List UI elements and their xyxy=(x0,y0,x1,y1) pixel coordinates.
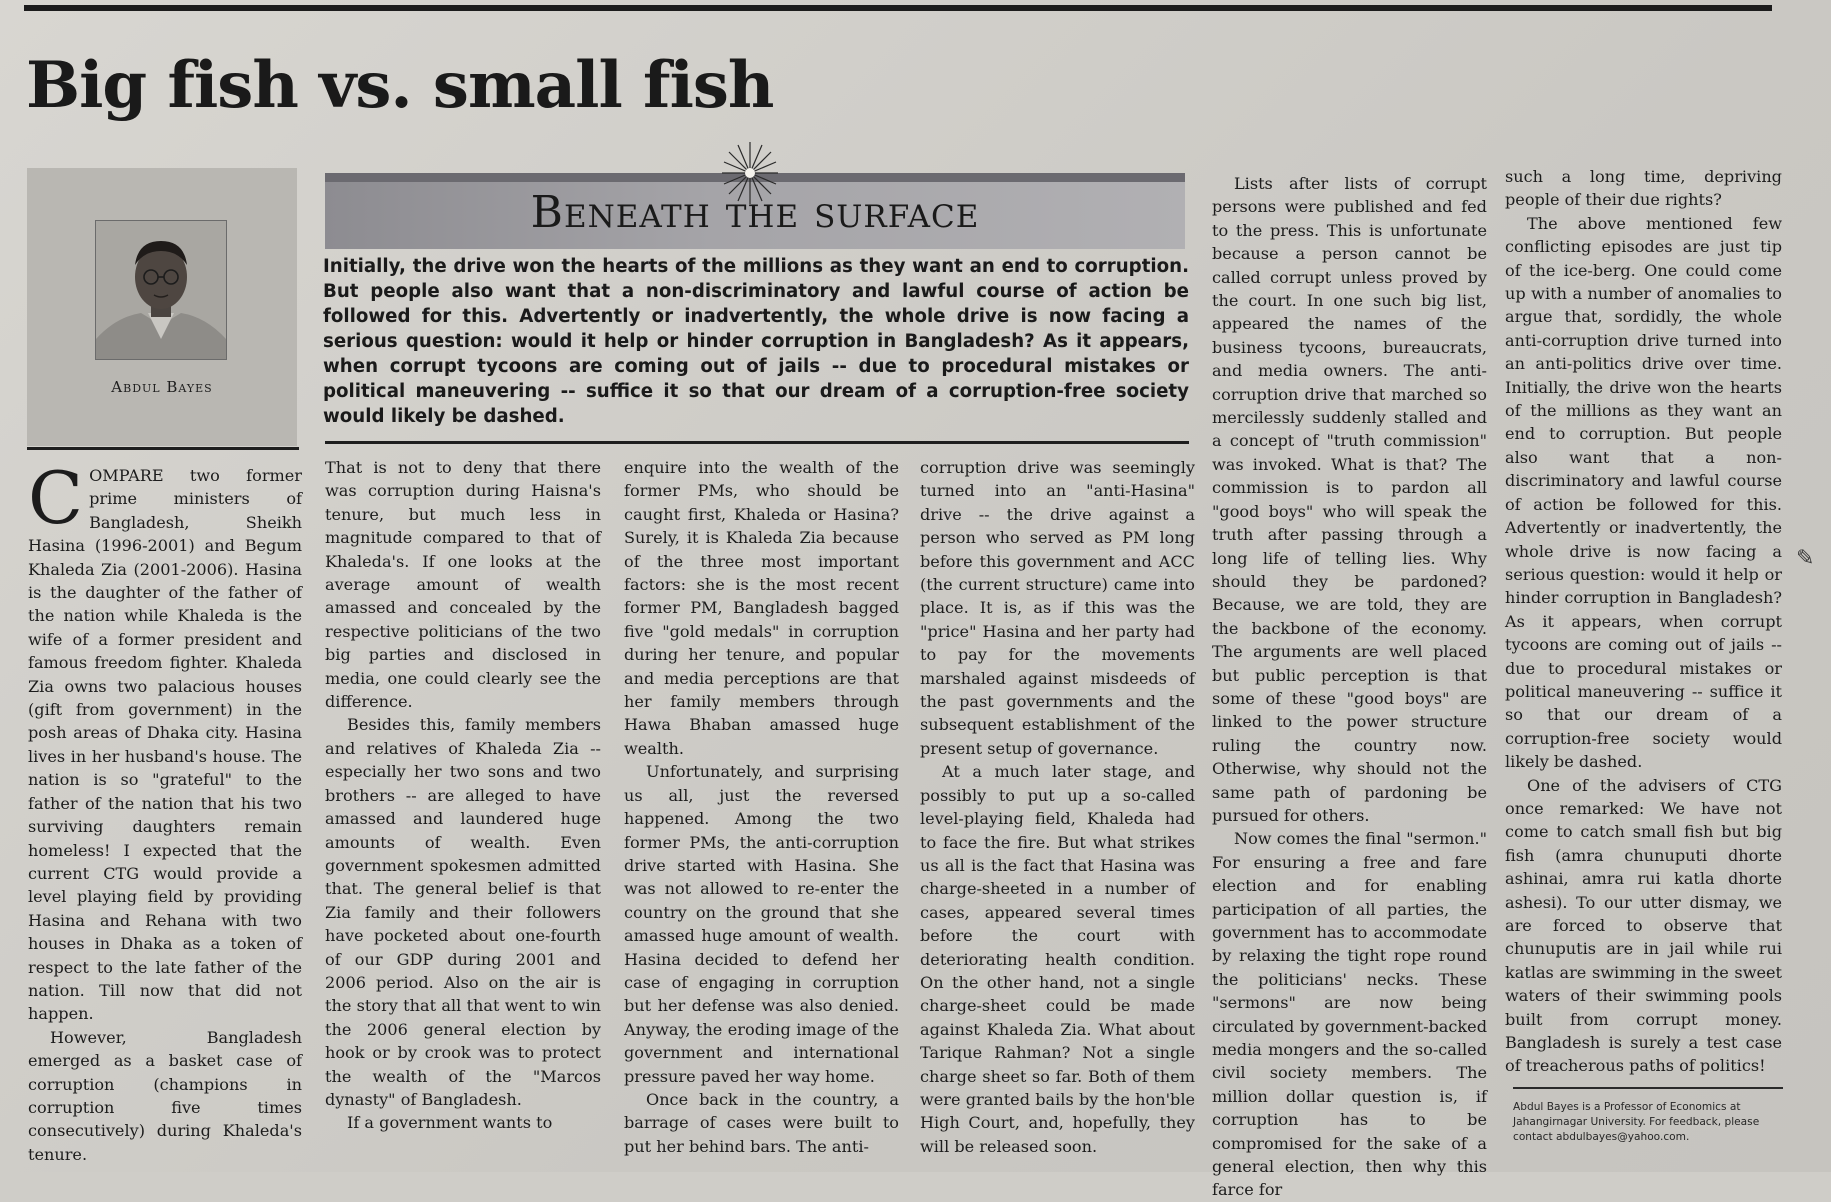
body-paragraph: That is not to deny that there was corruption during Haisna's tenure, but much less in magnitude compared to that of Khaleda's. If one looks at the average amount of wealth amassed and concealed by the respective politicians of the two big parties and disclosed in media, one could clearly see the difference. xyxy=(325,458,601,712)
headline: Big fish vs. small fish xyxy=(26,48,774,123)
top-rule xyxy=(24,5,1772,11)
author-rule xyxy=(27,447,299,450)
body-paragraph xyxy=(28,456,302,1026)
body-paragraph: Now comes the final "sermon." For ensuring a free and fare election and for enabling participation of all parties, the government has to accommodate by relaxing the tight rope round the politicians' necks. These "sermons" are now being circulated by government-backed media mongers and the so-called civil society members. The million dollar question is, if corruption has to be compromised for the sake of a general election, then why this farce for xyxy=(1212,829,1487,1200)
author-portrait-icon xyxy=(95,220,227,360)
standfirst: Initially, the drive won the hearts of the millions as they want an end to corruption. But people also want that a non-discriminatory and lawful course of action be followed for this. Advertently or inadvertently, the whole drive is now facing a serious question: would it help or hinder corruption in Bangladesh? As it appears, when corrupt tycoons are coming out of jails -- due to procedural mistakes or political maneuvering -- suffice it so that our dream of a corruption-free society would likely be dashed. xyxy=(323,256,1189,427)
drop-cap: C xyxy=(28,456,84,540)
bio-rule xyxy=(1513,1087,1783,1089)
body-paragraph: At a much later stage, and possibly to put up a so-called level-playing field, Khaleda had to face the fire. But what strikes us all is the fact that Hasina was charge-sheeted in a number of cases, appeared several times before the court with deteriorating health condition. On the other hand, not a single charge-sheet could be made against Khaleda Zia. What about Tarique Rahman? Not a single charge sheet so far. Both of them were granted bails by the hon'ble High Court, and, hopefully, they will be released soon. xyxy=(920,762,1195,1156)
author-box xyxy=(27,168,297,446)
body-column-2 xyxy=(325,456,601,1135)
body-paragraph: Unfortunately, and surprising us all, just the reversed happened. Among the two former PMs, the anti-corruption drive started with Hasina. She was not allowed to re-enter the country on the ground that she amassed huge amount of wealth. Hasina decided to defend her case of engaging in corruption but her defense was also denied. Anyway, the eroding image of the government and international pressure paved her way home. xyxy=(624,762,899,1086)
column-banner-title: Beneath the surface xyxy=(530,187,980,238)
body-column-1 xyxy=(28,456,302,1166)
body-column-3 xyxy=(624,456,899,1158)
author-bio: Abdul Bayes is a Professor of Economics at Jahangirnagar University. For feedback, please contact abdulbayes@yahoo.com. xyxy=(1513,1101,1760,1143)
body-paragraph: enquire into the wealth of the former PMs, who should be caught first, Khaleda or Hasina? Surely, it is Khaleda Zia because of the three most important factors: she is the most recent former PM, Bangladesh bagged five "gold medals" in corruption during her tenure, and popular and media perceptions are that her family members through Hawa Bhaban amassed huge wealth. xyxy=(624,458,899,758)
author-name: Abdul Bayes xyxy=(111,378,213,396)
body-paragraph: corruption drive was seemingly turned into an "anti-Hasina" drive -- the drive against a person who served as PM long before this government and ACC (the current structure) came into place. It is, as if this was the "price" Hasina and her party had to pay for the movements marshaled against misdeeds of the past governments and the subsequent establishment of the present setup of governance. xyxy=(920,458,1195,758)
body-column-4 xyxy=(920,456,1195,1158)
body-paragraph: Lists after lists of corrupt persons were published and fed to the press. This is unfortunate because a person cannot be called corrupt unless proved by the court. In one such big list, appeared the names of the business tycoons, bureaucrats, and media owners. The anti-corruption drive that marched so mercilessly suddenly stalled and a concept of "truth commission" was invoked. What is that? The commission is to pardon all "good boys" who will speak the truth after passing through a long life of telling lies. Why should they be pardoned? Because, we are told, they are the backbone of the economy. The arguments are well placed but public perception is that some of these "good boys" are linked to the power structure ruling the country now. Otherwise, why should not the same path of pardoning be pursued for others. xyxy=(1212,174,1487,825)
body-column-5 xyxy=(1212,172,1487,1202)
body-paragraph: If a government wants to xyxy=(347,1113,553,1133)
body-paragraph: The above mentioned few conflicting episodes are just tip of the ice-berg. One could come up with a number of anomalies to argue that, sordidly, the whole anti-corruption drive turned into an anti-politics drive over time. Initially, the drive won the hearts of the millions as they want an end to corruption. But people also want that a non-discriminatory and lawful course of action be followed for this. Advertently or inadvertently, the whole drive is now facing a serious question: would it help or hinder corruption in Bangladesh? As it appears, when corrupt tycoons are coming out of jails -- due to procedural mistakes or political maneuvering -- suffice it so that our dream of a corruption-free society would likely be dashed. xyxy=(1505,213,1782,772)
body-text: OMPARE two former prime ministers of Bangladesh, Sheikh Hasina (1996-2001) and Begum Khaleda Zia (2001-2006). Hasina is the daughter of the father of the nation while Khaleda is the wife of a former president and famous freedom fighter. Khaleda Zia owns two palacious houses (gift from government) in the posh areas of Dhaka city. Hasina lives in her husband's house. The nation is so "grateful" to the father of the nation that his two surviving daughters remain homeless! I expected that the current CTG would provide a level playing field by providing Hasina and Rehana with two houses in Dhaka as a token of respect to the late father of the nation. Till now that did not happen. xyxy=(28,466,302,1024)
body-paragraph: such a long time, depriving people of their due rights? xyxy=(1505,167,1782,210)
starburst-icon xyxy=(720,140,780,206)
margin-mark-icon: ✎ xyxy=(1796,546,1815,571)
body-column-6 xyxy=(1505,165,1782,1078)
body-paragraph: Once back in the country, a barrage of cases were built to put her behind bars. The anti- xyxy=(624,1089,899,1156)
body-paragraph: However, Bangladesh emerged as a basket case of corruption (champions in corruption five times consecutively) during Khaleda's tenure. xyxy=(28,1027,302,1164)
standfirst-rule xyxy=(325,441,1189,444)
body-paragraph: One of the advisers of CTG once remarked: We have not come to catch small fish but big fish (amra chunuputi dhorte ashinai, amra rui katla dhorte ashesi). To our utter dismay, we are forced to observe that chunuputis are in jail while rui katlas are swimming in the sweet waters of their swimming pools built from corrupt money. Bangladesh is surely a test case of treacherous paths of politics! xyxy=(1505,775,1782,1076)
body-paragraph: Besides this, family members and relatives of Khaleda Zia -- especially her two sons and two brothers -- are alleged to have amassed and laundered huge amounts of wealth. Even government spokesmen admitted that. The general belief is that Zia family and their followers have pocketed about one-fourth of our GDP during 2001 and 2006 period. Also on the air is the story that all that went to win the 2006 general election by hook or by crook was to protect the wealth of the "Marcos dynasty" of Bangladesh. xyxy=(325,715,601,1109)
